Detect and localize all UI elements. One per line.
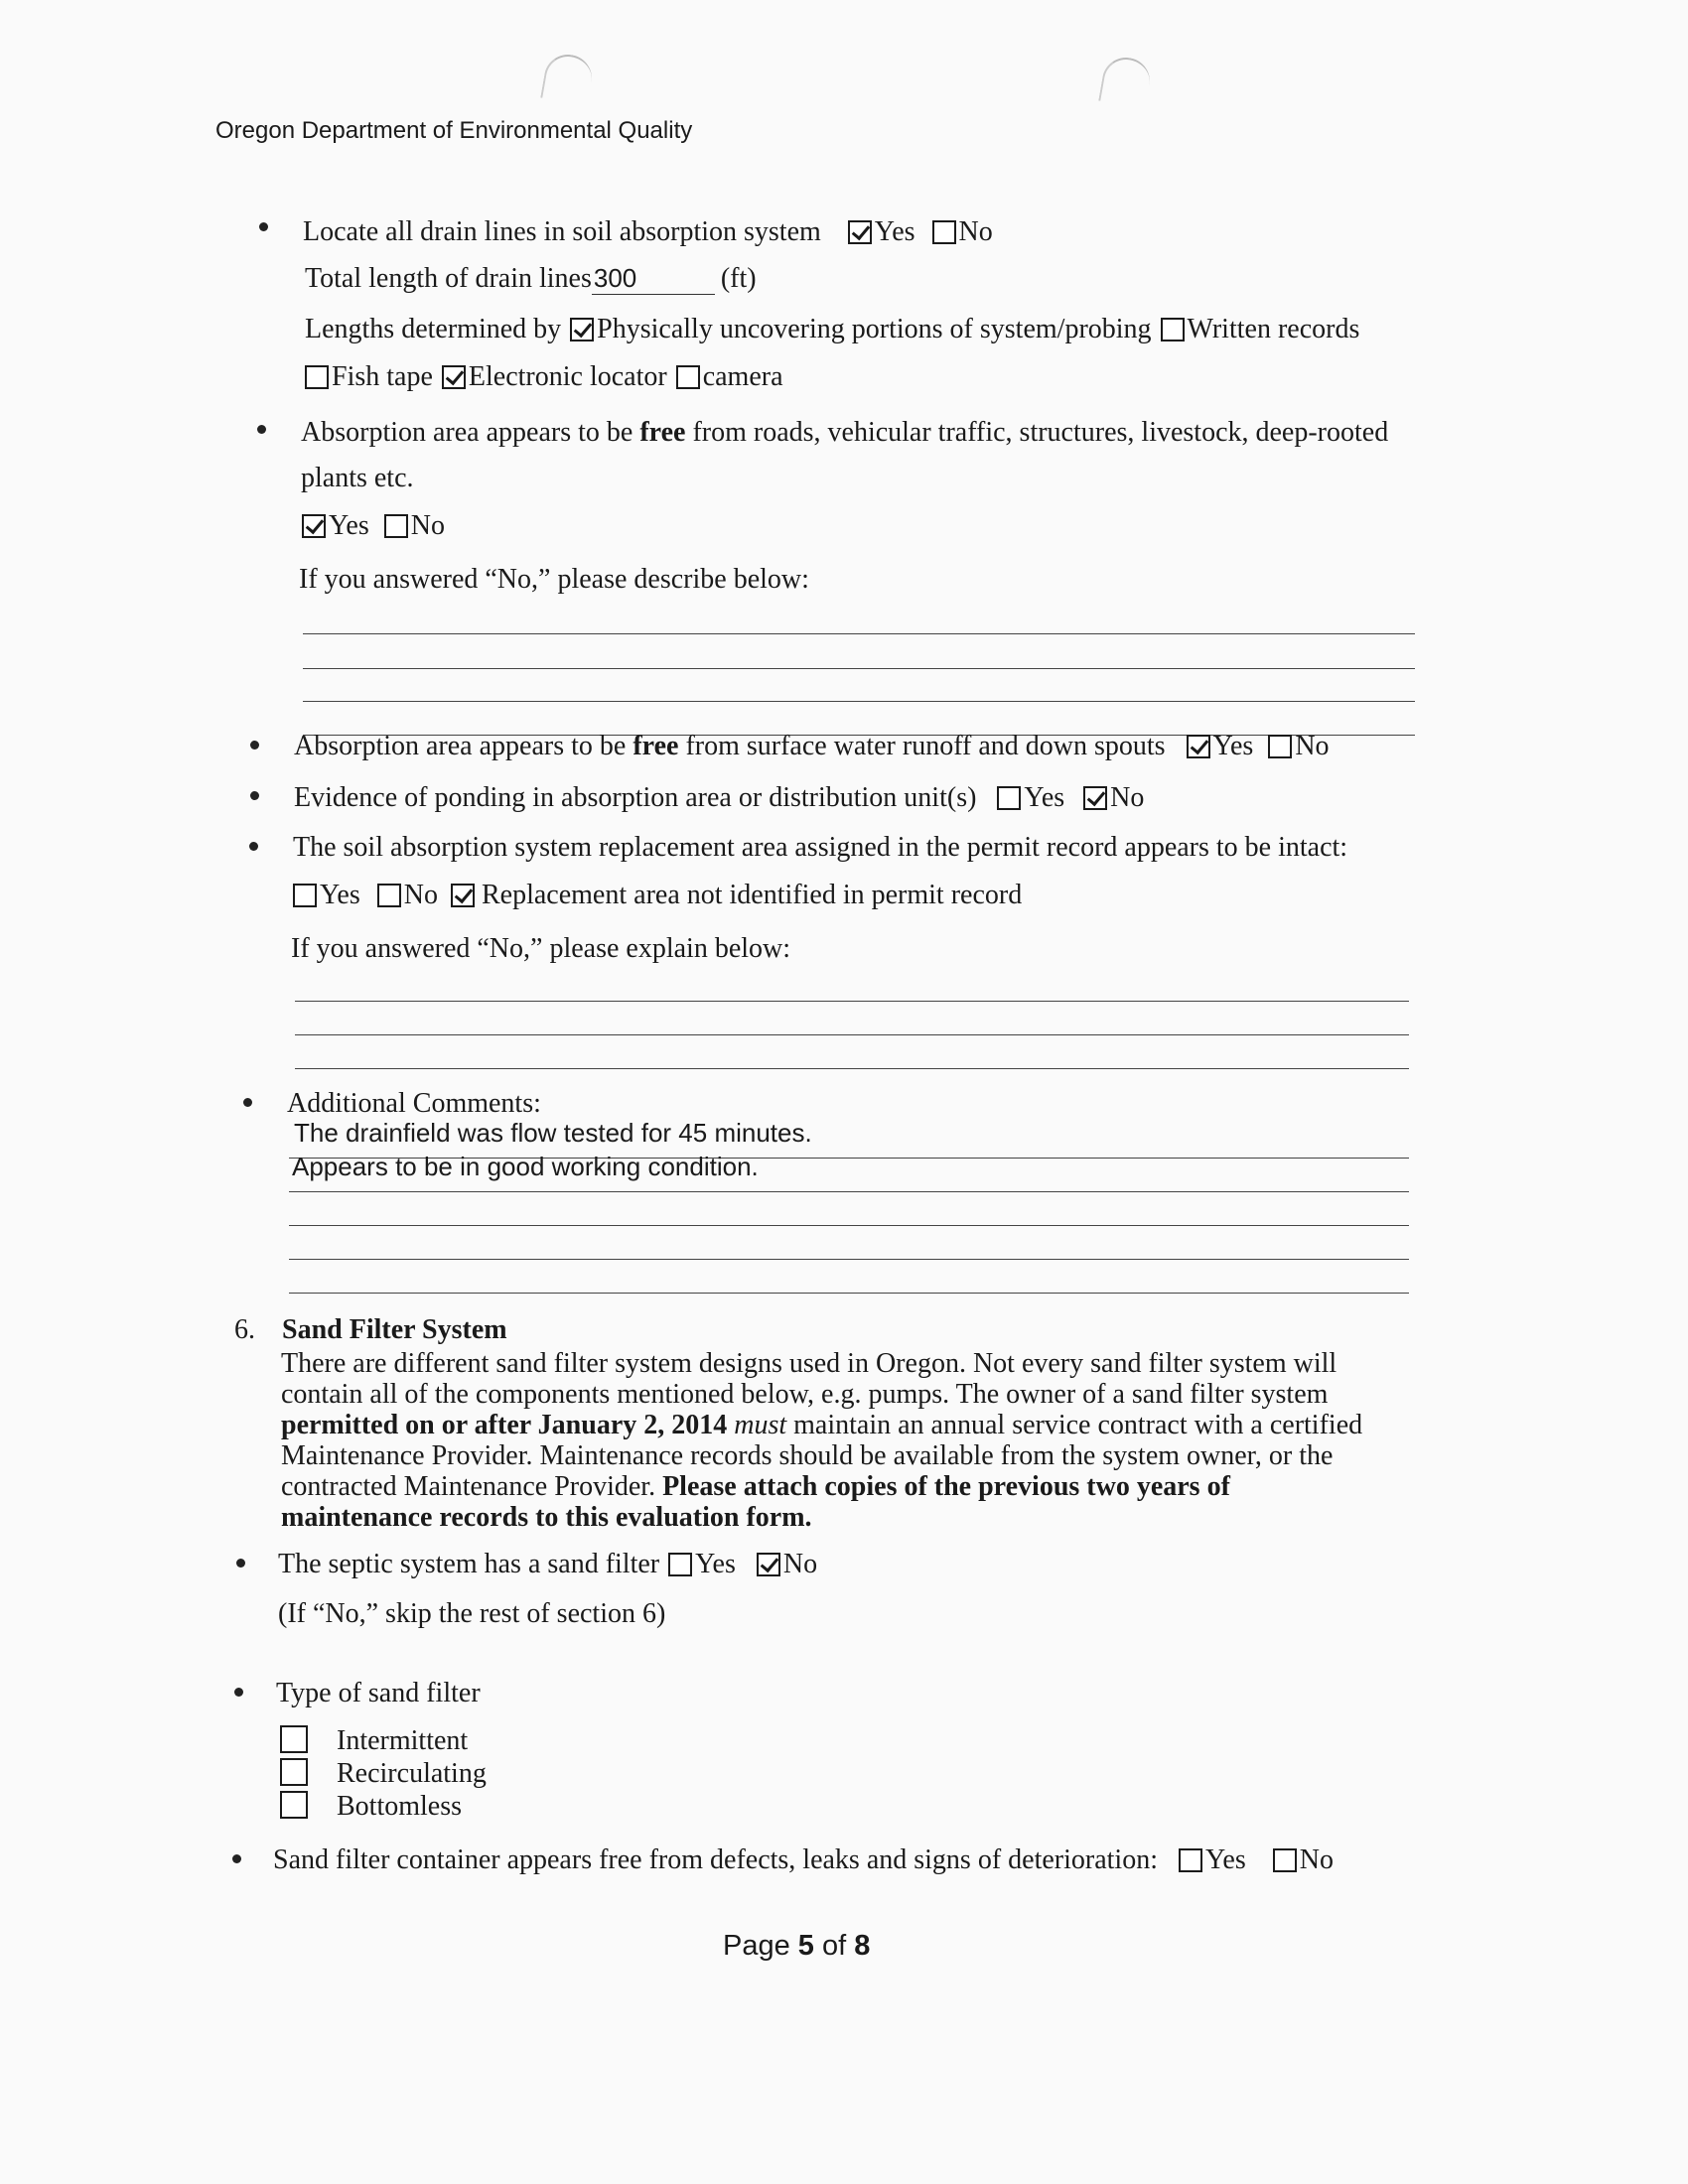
section-number: 6. [234,1314,255,1345]
container-no-checkbox[interactable] [1273,1848,1297,1872]
bullet [232,1854,241,1863]
explain-line-1[interactable] [295,1001,1409,1002]
replacement-question: The soil absorption system replacement area assigned in the permit record appears to be intact: [293,832,1348,863]
explain-line-3[interactable] [295,1068,1409,1069]
bullet [250,741,259,750]
camera-label: camera [702,361,783,392]
recirculating-label: Recirculating [337,1758,487,1789]
explain-label: If you answered “No,” please explain below: [291,933,791,964]
intermittent-checkbox[interactable] [280,1725,308,1753]
scan-artifact-left [540,51,596,106]
free-from-roads-answer-row [300,510,445,542]
skip-note: (If “No,” skip the rest of section 6) [278,1598,666,1629]
container-row [273,1844,1334,1876]
has-sand-filter-yes-label: Yes [695,1549,736,1579]
ponding-no-label: No [1110,782,1145,813]
page-prefix: Page [723,1930,790,1962]
has-sand-filter-yes-checkbox[interactable] [668,1553,692,1576]
physical-label: Physically uncovering portions of system/probing [597,314,1152,344]
container-yes-label: Yes [1204,1844,1246,1875]
bottomless-label: Bottomless [337,1791,463,1822]
total-length-value[interactable]: 300 [592,262,715,295]
electronic-locator-label: Electronic locator [468,361,667,392]
replacement-answer-row [291,880,1022,911]
fish-tape-checkbox[interactable] [305,365,329,389]
replacement-not-identified-checkbox[interactable] [451,884,475,907]
free-from-roads-question-cont: plants etc. [301,463,414,493]
describe-line-1[interactable] [303,633,1415,634]
electronic-locator-checkbox[interactable] [442,365,466,389]
bullet [243,1098,252,1107]
written-records-checkbox[interactable] [1161,318,1185,341]
has-sand-filter-row [278,1549,817,1580]
free-from-roads-text-b: from roads, vehicular traffic, structures, livestock, deep-rooted [692,417,1389,448]
runoff-yes-checkbox[interactable] [1187,735,1210,758]
bottomless-checkbox[interactable] [280,1791,308,1819]
explain-line-2[interactable] [295,1034,1409,1035]
runoff-text-b: from surface water runoff and down spouts [685,731,1166,761]
total-length-label: Total length of drain lines [305,263,592,294]
determined-by-label: Lengths determined by [305,314,562,344]
fish-tape-label: Fish tape [332,361,433,392]
free-from-roads-no-label: No [410,510,445,541]
camera-checkbox[interactable] [676,365,700,389]
type-option-intermittent [278,1725,468,1757]
has-sand-filter-no-checkbox[interactable] [757,1553,780,1576]
intro-line-4: Maintenance Provider. Maintenance records should be available from the system owner, or the [281,1440,1334,1471]
replacement-not-identified-label: Replacement area not identified in permit record [481,880,1023,910]
drain-lines-no-checkbox[interactable] [932,220,956,244]
drain-lines-yes-label: Yes [874,216,915,247]
comments-rule-2 [289,1191,1409,1192]
has-sand-filter-no-label: No [782,1549,818,1579]
bullet [236,1559,245,1568]
comments-rule-5[interactable] [289,1293,1409,1294]
agency-header: Oregon Department of Environmental Quality [215,117,693,144]
free-from-roads-no-checkbox[interactable] [384,514,408,538]
free-word: free [633,731,679,761]
intro-line-6 [281,1502,1423,1533]
bullet [234,1688,243,1697]
free-from-roads-question [301,417,1388,449]
written-records-label: Written records [1187,314,1360,344]
locator-methods-row [303,361,783,393]
bullet [259,222,268,231]
page-number [723,1930,870,1963]
total-length-unit: (ft) [720,263,757,294]
ponding-no-checkbox[interactable] [1083,786,1107,810]
intro-line-1: There are different sand filter system designs used in Oregon. Not every sand filter system will [281,1348,1337,1379]
free-from-roads-text-a: Absorption area appears to be [301,417,633,448]
comments-line-2[interactable]: Appears to be in good working condition. [292,1152,759,1181]
has-sand-filter-question: The septic system has a sand filter [278,1549,660,1579]
intro-line-2: contain all of the components mentioned below, e.g. pumps. The owner of a sand filter system [281,1379,1329,1410]
container-yes-checkbox[interactable] [1179,1848,1202,1872]
ponding-yes-checkbox[interactable] [997,786,1021,810]
page-of: of [822,1930,847,1962]
describe-line-2[interactable] [303,668,1415,669]
must-text: must [734,1410,787,1440]
free-from-roads-yes-label: Yes [329,510,369,541]
replacement-yes-label: Yes [320,880,360,910]
describe-line-3[interactable] [303,701,1415,702]
runoff-no-label: No [1295,731,1330,761]
replacement-no-label: No [403,880,438,910]
bullet [257,425,266,434]
intro-line-3-rest: maintain an annual service contract with a certified [793,1410,1363,1440]
drain-lines-no-label: No [958,216,993,247]
runoff-text-a: Absorption area appears to be [294,731,627,761]
replacement-no-checkbox[interactable] [377,884,401,907]
ponding-question: Evidence of ponding in absorption area or distribution unit(s) [294,782,977,813]
drain-lines-row [303,216,993,248]
comments-rule-3[interactable] [289,1225,1409,1226]
comments-line-1[interactable]: The drainfield was flow tested for 45 minutes. [294,1118,812,1148]
replacement-yes-checkbox[interactable] [293,884,317,907]
bullet [249,842,258,851]
intro-line-5-bold: Please attach copies of the previous two years of [662,1471,1230,1502]
physical-checkbox[interactable] [570,318,594,341]
type-option-bottomless [278,1791,462,1823]
type-label: Type of sand filter [276,1678,481,1708]
intro-line-5 [281,1471,1423,1502]
page-current: 5 [797,1930,814,1962]
section-title: Sand Filter System [282,1314,507,1345]
container-question: Sand filter container appears free from defects, leaks and signs of deterioration: [273,1844,1158,1875]
determined-by-row [305,314,1359,345]
runoff-no-checkbox[interactable] [1268,735,1292,758]
ponding-yes-label: Yes [1024,782,1065,813]
free-word: free [639,417,686,448]
sand-filter-intro [281,1348,1423,1533]
scan-artifact-right [1098,54,1154,109]
page-total: 8 [854,1930,871,1962]
bullet [250,791,259,800]
container-no-label: No [1299,1844,1334,1875]
intro-line-3 [281,1410,1423,1440]
ponding-row [294,782,1144,814]
permitted-date-text: permitted on or after January 2, 2014 [281,1410,728,1440]
runoff-yes-label: Yes [1212,731,1254,761]
comments-rule-4[interactable] [289,1259,1409,1260]
free-from-roads-yes-checkbox[interactable] [302,514,326,538]
total-length-row [305,262,757,295]
runoff-row [294,731,1330,762]
comments-label: Additional Comments: [287,1088,541,1119]
describe-label: If you answered “No,” please describe below: [299,564,809,595]
intro-line-5-a: contracted Maintenance Provider. [281,1471,656,1502]
drain-lines-question: Locate all drain lines in soil absorption system [303,216,821,247]
intro-line-6-bold: maintenance records to this evaluation form. [281,1502,812,1533]
recirculating-checkbox[interactable] [280,1758,308,1786]
intermittent-label: Intermittent [337,1725,469,1756]
type-option-recirculating [278,1758,487,1790]
drain-lines-yes-checkbox[interactable] [848,220,872,244]
